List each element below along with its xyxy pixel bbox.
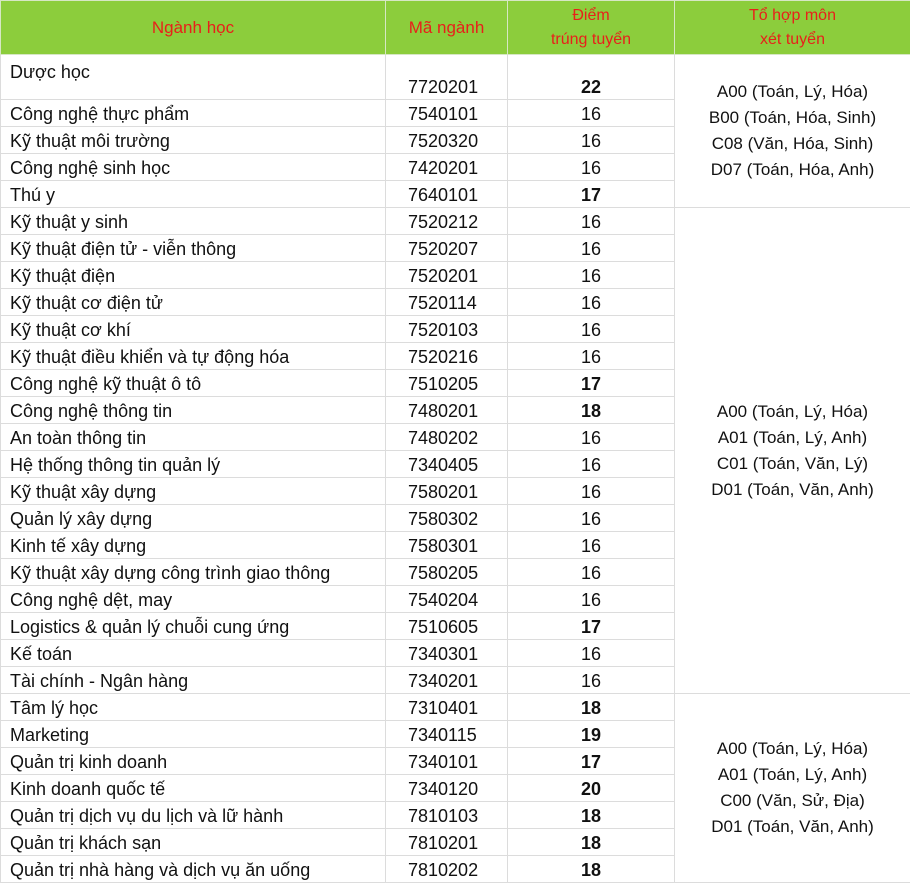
admission-score: 16: [508, 316, 675, 343]
major-name: Quản trị dịch vụ du lịch và lữ hành: [1, 802, 386, 829]
major-code: 7340201: [386, 667, 508, 694]
header-score-line2: trúng tuyển: [508, 28, 674, 52]
major-code: 7510205: [386, 370, 508, 397]
admission-score: 17: [508, 748, 675, 775]
table-body: [1, 55, 910, 883]
major-name: Công nghệ sinh học: [1, 154, 386, 181]
major-name: Thú y: [1, 181, 386, 208]
subject-combination-cell: [675, 55, 910, 208]
admission-score: 18: [508, 397, 675, 424]
major-name: Kỹ thuật xây dựng công trình giao thông: [1, 559, 386, 586]
header-combo-line1: Tổ hợp môn: [675, 4, 910, 28]
subject-combination: D01 (Toán, Văn, Anh): [675, 477, 910, 503]
subject-combination: C01 (Toán, Văn, Lý): [675, 451, 910, 477]
admission-score: 16: [508, 640, 675, 667]
header-row: [1, 1, 910, 55]
subject-combination: C08 (Văn, Hóa, Sinh): [675, 131, 910, 157]
major-name: Kỹ thuật điều khiển và tự động hóa: [1, 343, 386, 370]
admission-score: 16: [508, 343, 675, 370]
major-code: 7720201: [386, 55, 508, 100]
admission-score: 16: [508, 235, 675, 262]
major-code: 7520212: [386, 208, 508, 235]
subject-combination: B00 (Toán, Hóa, Sinh): [675, 105, 910, 131]
header-score: [508, 1, 675, 55]
major-name: Công nghệ thực phẩm: [1, 100, 386, 127]
major-name: Công nghệ thông tin: [1, 397, 386, 424]
major-code: 7340101: [386, 748, 508, 775]
admission-score: 16: [508, 532, 675, 559]
major-name: Kỹ thuật điện: [1, 262, 386, 289]
admission-score: 16: [508, 559, 675, 586]
table-row: [1, 208, 910, 235]
admission-score: 18: [508, 856, 675, 883]
admission-score: 16: [508, 478, 675, 505]
major-name: Logistics & quản lý chuỗi cung ứng: [1, 613, 386, 640]
admission-score: 18: [508, 802, 675, 829]
header-major: Ngành học: [1, 1, 386, 55]
major-name: Kỹ thuật điện tử - viễn thông: [1, 235, 386, 262]
subject-combination-cell: [675, 208, 910, 694]
admission-score: 16: [508, 424, 675, 451]
subject-combination: A00 (Toán, Lý, Hóa): [675, 79, 910, 105]
major-code: 7340120: [386, 775, 508, 802]
admission-score: 16: [508, 262, 675, 289]
subject-combination: A01 (Toán, Lý, Anh): [675, 425, 910, 451]
major-name: Kỹ thuật môi trường: [1, 127, 386, 154]
major-name: Kỹ thuật cơ khí: [1, 316, 386, 343]
subject-combination-cell: [675, 694, 910, 883]
major-name: Dược học: [1, 55, 386, 100]
admission-score: 16: [508, 586, 675, 613]
major-code: 7580302: [386, 505, 508, 532]
major-code: 7480202: [386, 424, 508, 451]
major-code: 7810202: [386, 856, 508, 883]
subject-combination: D07 (Toán, Hóa, Anh): [675, 157, 910, 183]
major-code: 7310401: [386, 694, 508, 721]
major-name: Quản trị kinh doanh: [1, 748, 386, 775]
major-name: Kỹ thuật cơ điện tử: [1, 289, 386, 316]
major-code: 7580205: [386, 559, 508, 586]
major-name: Marketing: [1, 721, 386, 748]
major-name: Kỹ thuật y sinh: [1, 208, 386, 235]
admission-score: 18: [508, 829, 675, 856]
major-name: Kinh doanh quốc tế: [1, 775, 386, 802]
subject-combination: A01 (Toán, Lý, Anh): [675, 762, 910, 788]
major-code: 7480201: [386, 397, 508, 424]
major-code: 7520114: [386, 289, 508, 316]
table-row: [1, 55, 910, 100]
subject-combination: C00 (Văn, Sử, Địa): [675, 788, 910, 814]
admission-score: 16: [508, 289, 675, 316]
admission-score: 20: [508, 775, 675, 802]
admission-score: 19: [508, 721, 675, 748]
major-name: Quản trị khách sạn: [1, 829, 386, 856]
major-name: An toàn thông tin: [1, 424, 386, 451]
header-combo-line2: xét tuyển: [675, 28, 910, 52]
major-name: Công nghệ kỹ thuật ô tô: [1, 370, 386, 397]
admission-score: 16: [508, 667, 675, 694]
admission-score: 16: [508, 208, 675, 235]
subject-combination: A00 (Toán, Lý, Hóa): [675, 736, 910, 762]
major-name: Kinh tế xây dựng: [1, 532, 386, 559]
major-code: 7520201: [386, 262, 508, 289]
admission-score: 16: [508, 127, 675, 154]
admission-score: 16: [508, 100, 675, 127]
table-header: [1, 1, 910, 55]
major-code: 7810201: [386, 829, 508, 856]
major-code: 7810103: [386, 802, 508, 829]
major-code: 7580201: [386, 478, 508, 505]
major-name: Kỹ thuật xây dựng: [1, 478, 386, 505]
major-name: Quản lý xây dựng: [1, 505, 386, 532]
major-code: 7340115: [386, 721, 508, 748]
major-name: Công nghệ dệt, may: [1, 586, 386, 613]
admission-score: 16: [508, 505, 675, 532]
header-code: Mã ngành: [386, 1, 508, 55]
admission-score: 18: [508, 694, 675, 721]
major-code: 7340405: [386, 451, 508, 478]
major-name: Hệ thống thông tin quản lý: [1, 451, 386, 478]
major-code: 7520207: [386, 235, 508, 262]
header-score-line1: Điểm: [508, 4, 674, 28]
subject-combination: A00 (Toán, Lý, Hóa): [675, 399, 910, 425]
major-name: Tâm lý học: [1, 694, 386, 721]
admission-score: 16: [508, 154, 675, 181]
header-combo: [675, 1, 910, 55]
major-name: Tài chính - Ngân hàng: [1, 667, 386, 694]
major-code: 7540204: [386, 586, 508, 613]
admission-score: 16: [508, 451, 675, 478]
admission-score: 17: [508, 181, 675, 208]
major-code: 7520103: [386, 316, 508, 343]
major-code: 7340301: [386, 640, 508, 667]
admission-score: 17: [508, 370, 675, 397]
major-name: Quản trị nhà hàng và dịch vụ ăn uống: [1, 856, 386, 883]
major-code: 7510605: [386, 613, 508, 640]
major-name: Kế toán: [1, 640, 386, 667]
major-code: 7520216: [386, 343, 508, 370]
table-row: [1, 694, 910, 721]
subject-combination: D01 (Toán, Văn, Anh): [675, 814, 910, 840]
major-code: 7640101: [386, 181, 508, 208]
admission-score: 17: [508, 613, 675, 640]
major-code: 7520320: [386, 127, 508, 154]
major-code: 7420201: [386, 154, 508, 181]
major-code: 7580301: [386, 532, 508, 559]
major-code: 7540101: [386, 100, 508, 127]
admission-score: 22: [508, 55, 675, 100]
